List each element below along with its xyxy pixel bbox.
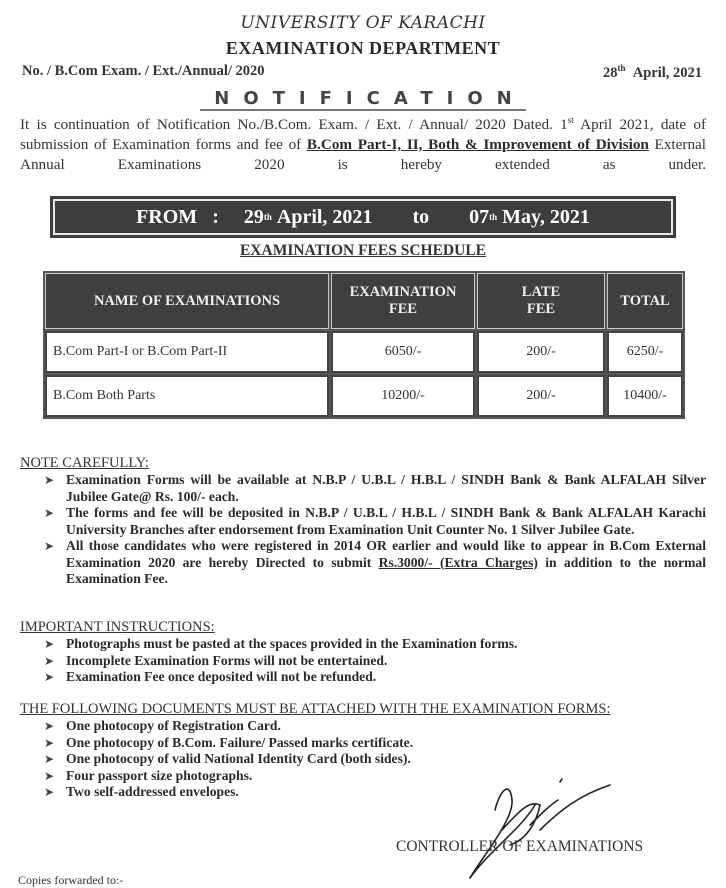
- late-fee: 200/-: [477, 375, 605, 417]
- total-fee: 10400/-: [607, 375, 683, 417]
- arrow-right-icon: ➤: [44, 653, 55, 668]
- intro-paragraph: It is continuation of Notification No./B.Com. Exam. / Ext. / Annual/ 2020 Dated. 1st April 2021, date of submission of Examination forms and fee of B.Com Part-I, II, Both & Improvement of Division External Annual Examinations 2020 is hereby extended as under.: [20, 115, 707, 173]
- table-row: [45, 331, 683, 373]
- exam-name: B.Com Part-I or B.Com Part-II: [45, 331, 329, 373]
- column-header: EXAMINATION FEE: [331, 273, 475, 329]
- list-item: ➤ Four passport size photographs.: [44, 767, 253, 783]
- column-header: NAME OF EXAMINATIONS: [45, 273, 329, 329]
- arrow-right-icon: ➤: [44, 473, 55, 487]
- end-day: 07: [469, 205, 490, 228]
- controller-signature-title: CONTROLLER OF EXAMINATIONS: [396, 838, 644, 855]
- notification-title: NOTIFICATION: [0, 88, 726, 109]
- arrow-right-icon: ➤: [44, 637, 55, 651]
- notification-date: [603, 63, 702, 82]
- arrow-right-icon: ➤: [44, 719, 55, 733]
- list-item: ➤ One photocopy of valid National Identity Card (both sides).: [44, 751, 411, 766]
- exam-fee: 6050/-: [331, 331, 475, 373]
- arrow-right-icon: ➤: [44, 785, 55, 799]
- fees-schedule-title: EXAMINATION FEES SCHEDULE: [239, 242, 487, 259]
- list-item: ➤ Examination Fee once deposited will not be refunded.: [44, 669, 377, 684]
- date-range-box: FROM : 29 th April, 2021 to 07 th May, 2021: [50, 196, 676, 238]
- exam-name: B.Com Both Parts: [45, 375, 329, 417]
- arrow-right-icon: ➤: [44, 752, 55, 766]
- note-title: NOTE CAREFULLY:: [20, 455, 149, 471]
- list-item: ➤ One photocopy of Registration Card.: [44, 718, 281, 733]
- arrow-right-icon: ➤: [44, 735, 55, 750]
- list-item: ➤ Photographs must be pasted at the spaces provided in the Examination forms.: [44, 636, 518, 651]
- late-fee: 200/-: [477, 331, 605, 373]
- university-name: UNIVERSITY OF KARACHI: [240, 13, 486, 33]
- arrow-right-icon: ➤: [44, 506, 55, 520]
- copies-forwarded: Copies forwarded to:-: [18, 873, 124, 887]
- from-label: FROM: [136, 205, 198, 228]
- list-item: ➤ Two self-addressed envelopes.: [44, 784, 239, 799]
- date-rest: April, 2021: [632, 65, 702, 81]
- signature-icon: [440, 770, 620, 882]
- end-rest: May, 2021: [502, 205, 590, 228]
- arrow-right-icon: ➤: [44, 768, 55, 783]
- fees-table: [43, 271, 685, 419]
- arrow-right-icon: ➤: [44, 670, 55, 684]
- total-fee: 6250/-: [607, 331, 683, 373]
- department-name: EXAMINATION DEPARTMENT: [225, 38, 501, 58]
- column-header: TOTAL: [607, 273, 683, 329]
- date-day: 28: [602, 65, 618, 81]
- column-header: LATE FEE: [477, 273, 605, 329]
- list-item: ➤ All those candidates who were registered in 2014 OR earlier and would like to appear in B.Com External Examination 2020 are hereby Directed to submit Rs.3000/- (Extra Charges) in addition to the normal Examination Fee.: [44, 538, 706, 586]
- start-rest: April, 2021: [276, 205, 373, 228]
- reference-number: No. / B.Com Exam. / Ext./Annual/ 2020: [22, 63, 265, 79]
- list-item: ➤ Incomplete Examination Forms will not be entertained.: [44, 652, 388, 668]
- exam-fee: 10200/-: [331, 375, 475, 417]
- note-list: [44, 472, 706, 588]
- table-row: [45, 375, 683, 417]
- list-item: ➤ One photocopy of B.Com. Failure/ Passed marks certificate.: [44, 734, 414, 750]
- documents-title: THE FOLLOWING DOCUMENTS MUST BE ATTACHED WITH THE EXAMINATION FORMS:: [20, 701, 611, 717]
- arrow-right-icon: ➤: [44, 539, 55, 553]
- to-label: to: [412, 205, 430, 228]
- intro-bold-text: B.Com Part-I, II, Both & Improvement of Division: [306, 136, 649, 153]
- date-suffix: th: [617, 63, 626, 73]
- extra-charges: Rs.3000/- (Extra Charges): [378, 554, 538, 570]
- list-item: ➤ Examination Forms will be available at N.B.P / U.B.L / H.B.L / SINDH Bank & Bank ALFALAH Silver Jubilee Gate@ Rs. 100/- each.: [44, 472, 706, 504]
- table-header-row: [45, 273, 683, 329]
- start-day: 29: [243, 205, 264, 228]
- instructions-list: [44, 636, 706, 686]
- list-item: ➤ The forms and fee will be deposited in N.B.P / U.B.L / H.B.L / SINDH Bank & Bank ALFALAH Karachi University Branches after endorsement from Examination Unit Counter No. 1 Silver Jubilee Gate.: [44, 505, 706, 537]
- colon: :: [212, 205, 219, 228]
- instructions-title: IMPORTANT INSTRUCTIONS:: [20, 619, 215, 635]
